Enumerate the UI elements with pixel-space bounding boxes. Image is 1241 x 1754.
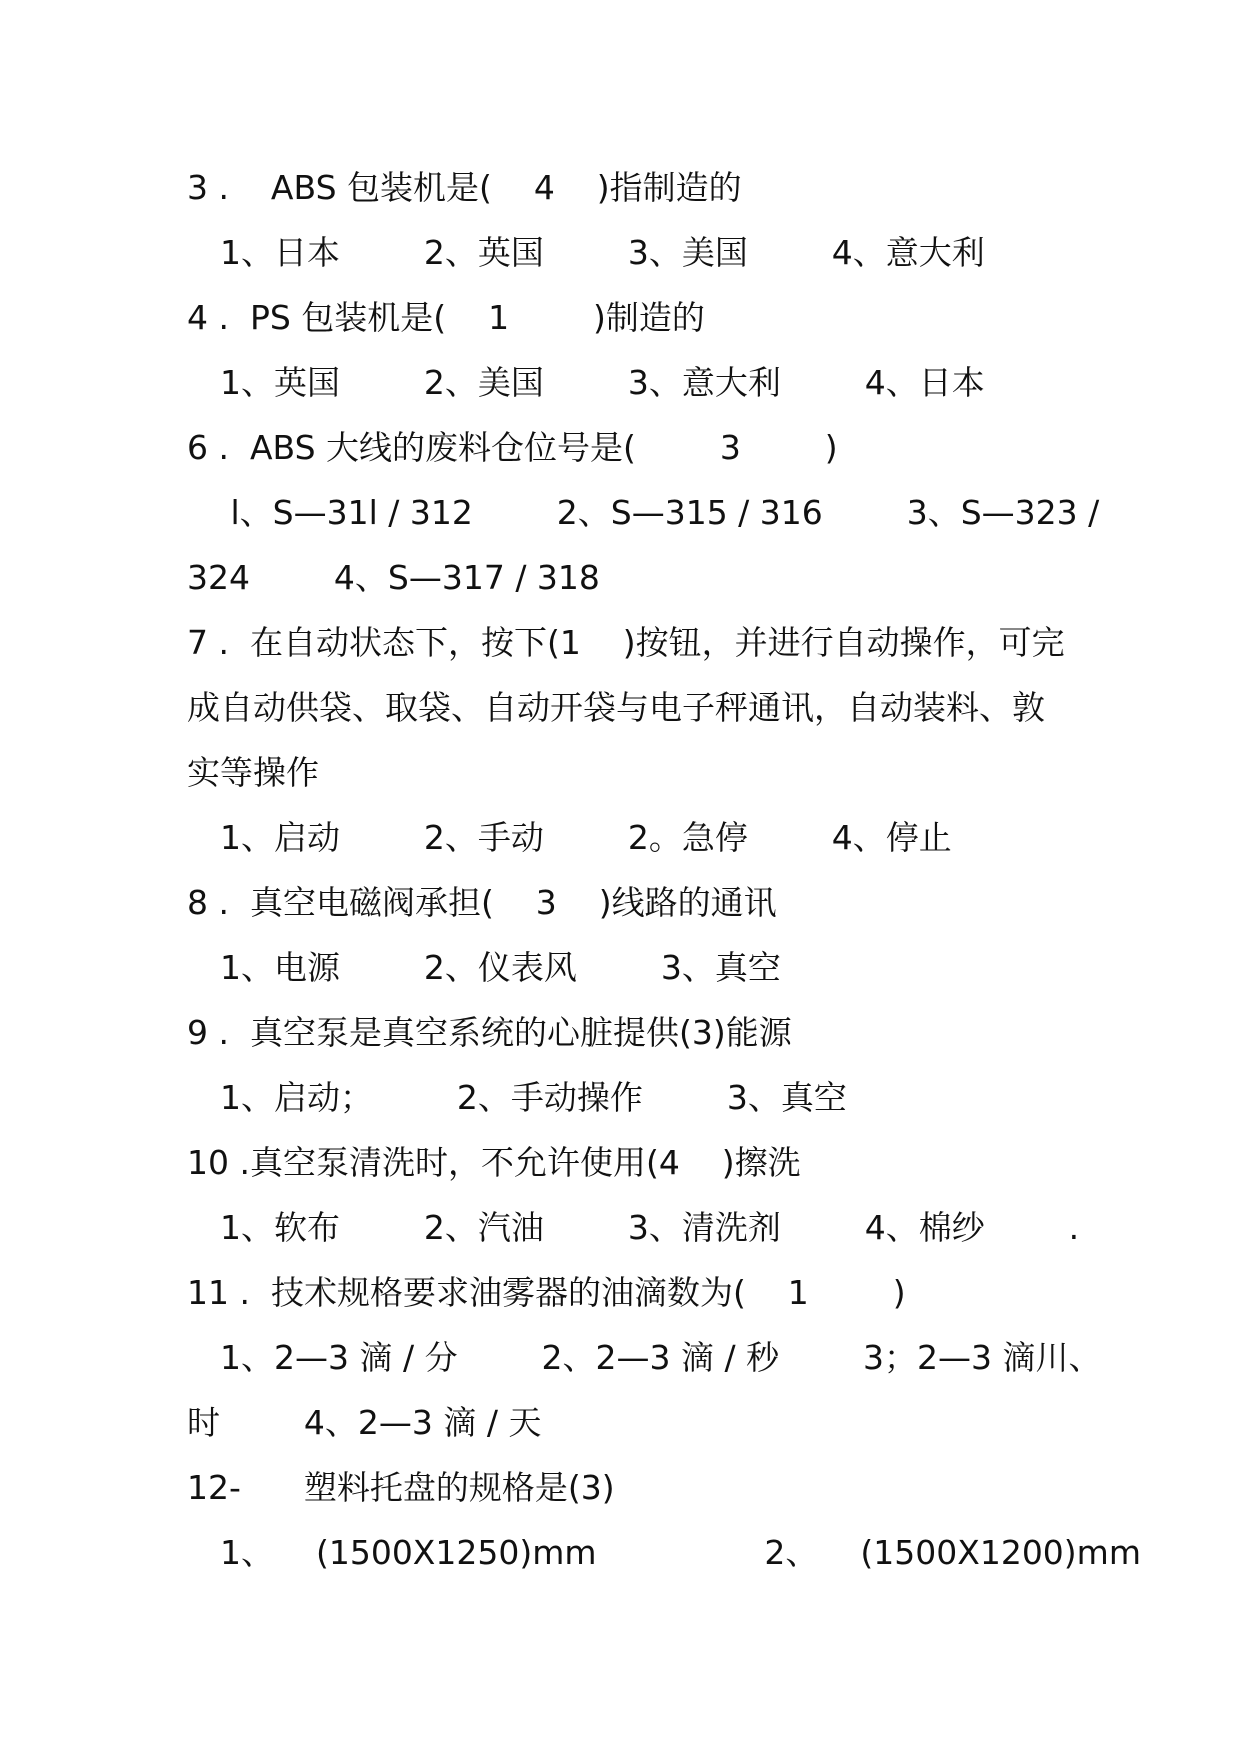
question-6: 6 . ABS 大线的废料仓位号是( 3 ) bbox=[187, 428, 838, 467]
document-body bbox=[187, 155, 1141, 1585]
question-8: 8 . 真空电磁阀承担( 3 )线路的通讯 bbox=[187, 883, 777, 922]
question-4: 4 . PS 包装机是( 1 )制造的 bbox=[187, 298, 705, 337]
question-12: 12- 塑料托盘的规格是(3) bbox=[187, 1468, 615, 1507]
question-9: 9 . 真空泵是真空系统的心脏提供(3)能源 bbox=[187, 1013, 792, 1052]
question-4-options: 1、英国 2、美国 3、意大利 4、日本 bbox=[220, 363, 985, 402]
question-6-options-continued: 324 4、S—317 / 318 bbox=[187, 558, 600, 597]
question-7-continued-2: 实等操作 bbox=[187, 753, 319, 792]
question-7-continued: 成自动供袋、取袋、自动开袋与电子秤通讯，自动装料、敦 bbox=[187, 688, 1045, 727]
question-11-options: 1、2—3 滴 / 分 2、2—3 滴 / 秒 3；2—3 滴川、 bbox=[220, 1338, 1102, 1377]
question-10-options: 1、软布 2、汽油 3、清洗剂 4、棉纱 . bbox=[220, 1208, 1080, 1247]
question-9-options: 1、启动； 2、手动操作 3、真空 bbox=[220, 1078, 847, 1117]
question-11: 11 . 技术规格要求油雾器的油滴数为( 1 ) bbox=[187, 1273, 906, 1312]
question-11-options-continued: 时 4、2—3 滴 / 天 bbox=[187, 1403, 542, 1442]
question-3: 3 . ABS 包装机是( 4 )指制造的 bbox=[187, 168, 742, 207]
question-3-options: 1、日本 2、英国 3、美国 4、意大利 bbox=[220, 233, 985, 272]
question-7: 7 . 在自动状态下，按下(1 )按钮，并进行自动操作，可完 bbox=[187, 623, 1065, 662]
question-6-options: l、S—31l / 312 2、S—315 / 316 3、S—323 / bbox=[220, 493, 1100, 532]
question-12-options: 1、 (1500X1250)mm 2、 (1500X1200)mm bbox=[220, 1533, 1141, 1572]
question-10: 10 .真空泵清洗时，不允许使用(4 )擦洗 bbox=[187, 1143, 801, 1182]
question-7-options: 1、启动 2、手动 2。急停 4、停止 bbox=[220, 818, 952, 857]
question-8-options: 1、电源 2、仪表风 3、真空 bbox=[220, 948, 781, 987]
